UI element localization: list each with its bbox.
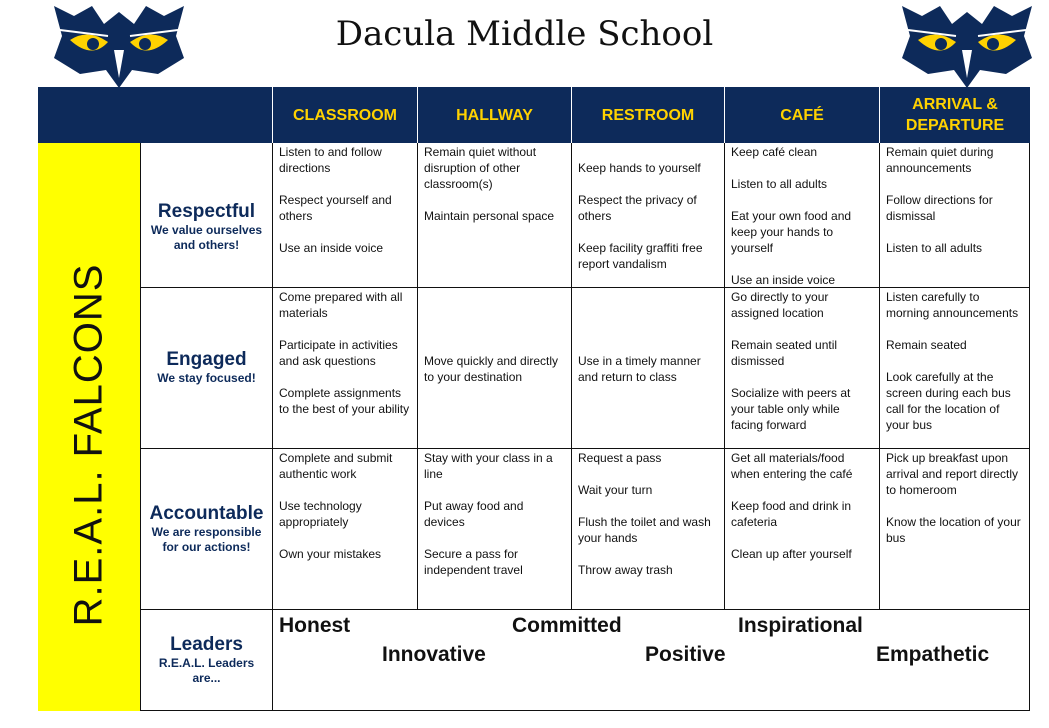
cell-line: Look carefully at the screen during each bus call for the location of your bus — [886, 370, 1011, 432]
cell-respectful-cafe — [731, 144, 875, 288]
cell-line: Use in a timely manner and return to class — [578, 354, 701, 384]
trait-positive: Positive — [645, 643, 726, 666]
column-header-restroom: RESTROOM — [601, 106, 695, 124]
cell-accountable-cafe — [731, 450, 875, 562]
cell-line: Use an inside voice — [731, 273, 836, 287]
cell-line: Pick up breakfast upon arrival and report directly to homeroom — [886, 451, 1019, 497]
cell-line: Use an inside voice — [279, 241, 384, 255]
cell-engaged-restroom — [578, 353, 722, 385]
cell-accountable-arrival — [886, 450, 1026, 546]
page-title: Dacula Middle School — [335, 14, 714, 54]
cell-line: Keep hands to yourself — [578, 161, 701, 175]
cell-line: Participate in activities and ask questions — [279, 338, 398, 368]
cell-respectful-arrival — [886, 144, 1026, 256]
row-subtitle: We value ourselves and others! — [150, 223, 263, 252]
cell-line: Move quickly and directly to your destination — [424, 354, 559, 384]
cell-respectful-restroom — [578, 160, 720, 272]
cell-line: Listen to all adults — [731, 177, 828, 191]
cell-line: Respect the privacy of others — [578, 193, 697, 223]
cell-line: Get all materials/food when entering the café — [731, 451, 853, 481]
cell-line: Flush the toilet and wash your hands — [578, 515, 711, 545]
cell-respectful-classroom — [279, 144, 414, 256]
row-name: Leaders — [170, 634, 243, 655]
cell-line: Listen to all adults — [886, 241, 983, 255]
cell-line: Remain quiet without disruption of other classroom(s) — [424, 145, 537, 191]
cell-line: Own your mistakes — [279, 547, 382, 561]
trait-committed: Committed — [512, 614, 622, 637]
cell-line: Eat your own food and keep your hands to yourself — [731, 209, 852, 255]
row-subtitle: We stay focused! — [157, 371, 256, 385]
side-label: R.E.A.L. FALCONS — [66, 263, 111, 627]
row-label-engaged — [141, 349, 272, 386]
cell-line: Keep café clean — [731, 145, 818, 159]
cell-line: Request a pass — [578, 451, 662, 465]
trait-innovative: Innovative — [382, 643, 486, 666]
row-name: Respectful — [157, 201, 256, 222]
row-subtitle: We are responsible for our actions! — [151, 525, 262, 554]
cell-line: Remain seated — [886, 338, 967, 352]
cell-line: Maintain personal space — [424, 209, 555, 223]
cell-line: Follow directions for dismissal — [886, 193, 993, 223]
cell-engaged-classroom — [279, 289, 414, 417]
cell-line: Throw away trash — [578, 563, 673, 577]
cell-line: Use technology appropriately — [279, 499, 362, 529]
cell-line: Secure a pass for independent travel — [424, 547, 523, 577]
cell-line: Listen carefully to morning announcements — [886, 290, 1019, 320]
cell-line: Stay with your class in a line — [424, 451, 553, 481]
cell-line: Put away food and devices — [424, 499, 524, 529]
cell-respectful-hallway — [424, 144, 566, 224]
trait-honest: Honest — [279, 614, 351, 637]
cell-line: Complete assignments to the best of your ability — [279, 386, 410, 416]
column-header-arrival-departure: ARRIVAL & DEPARTURE — [905, 96, 1005, 134]
cell-line: Complete and submit authentic work — [279, 451, 393, 481]
cell-accountable-classroom — [279, 450, 414, 562]
column-header-hallway: HALLWAY — [456, 106, 533, 124]
cell-line: Wait your turn — [578, 483, 653, 497]
cell-line: Listen to and follow directions — [279, 145, 382, 175]
cell-engaged-hallway — [424, 353, 568, 385]
row-label-respectful — [141, 201, 272, 253]
cell-line: Socialize with peers at your table only while facing forward — [731, 386, 851, 432]
row-name: Engaged — [166, 349, 247, 370]
cell-line: Remain seated until dismissed — [731, 338, 838, 368]
column-header-classroom: CLASSROOM — [293, 106, 397, 124]
cell-engaged-arrival — [886, 289, 1026, 433]
cell-line: Clean up after yourself — [731, 547, 852, 561]
cell-line: Remain quiet during announcements — [886, 145, 994, 175]
row-label-leaders — [141, 634, 272, 686]
trait-inspirational: Inspirational — [738, 614, 863, 637]
column-header-cafe: CAFÉ — [780, 106, 824, 124]
cell-line: Keep facility graffiti free report vandalism — [578, 241, 703, 271]
cell-line: Respect yourself and others — [279, 193, 392, 223]
cell-line: Know the location of your bus — [886, 515, 1021, 545]
row-label-accountable — [141, 503, 272, 555]
cell-accountable-hallway — [424, 450, 566, 578]
cell-engaged-cafe — [731, 289, 875, 433]
cell-line: Come prepared with all materials — [279, 290, 403, 320]
row-subtitle: R.E.A.L. Leaders are... — [158, 656, 255, 685]
trait-empathetic: Empathetic — [876, 643, 990, 666]
row-name: Accountable — [149, 503, 264, 524]
cell-accountable-restroom — [578, 450, 722, 578]
cell-line: Go directly to your assigned location — [731, 290, 829, 320]
cell-line: Keep food and drink in cafeteria — [731, 499, 852, 529]
